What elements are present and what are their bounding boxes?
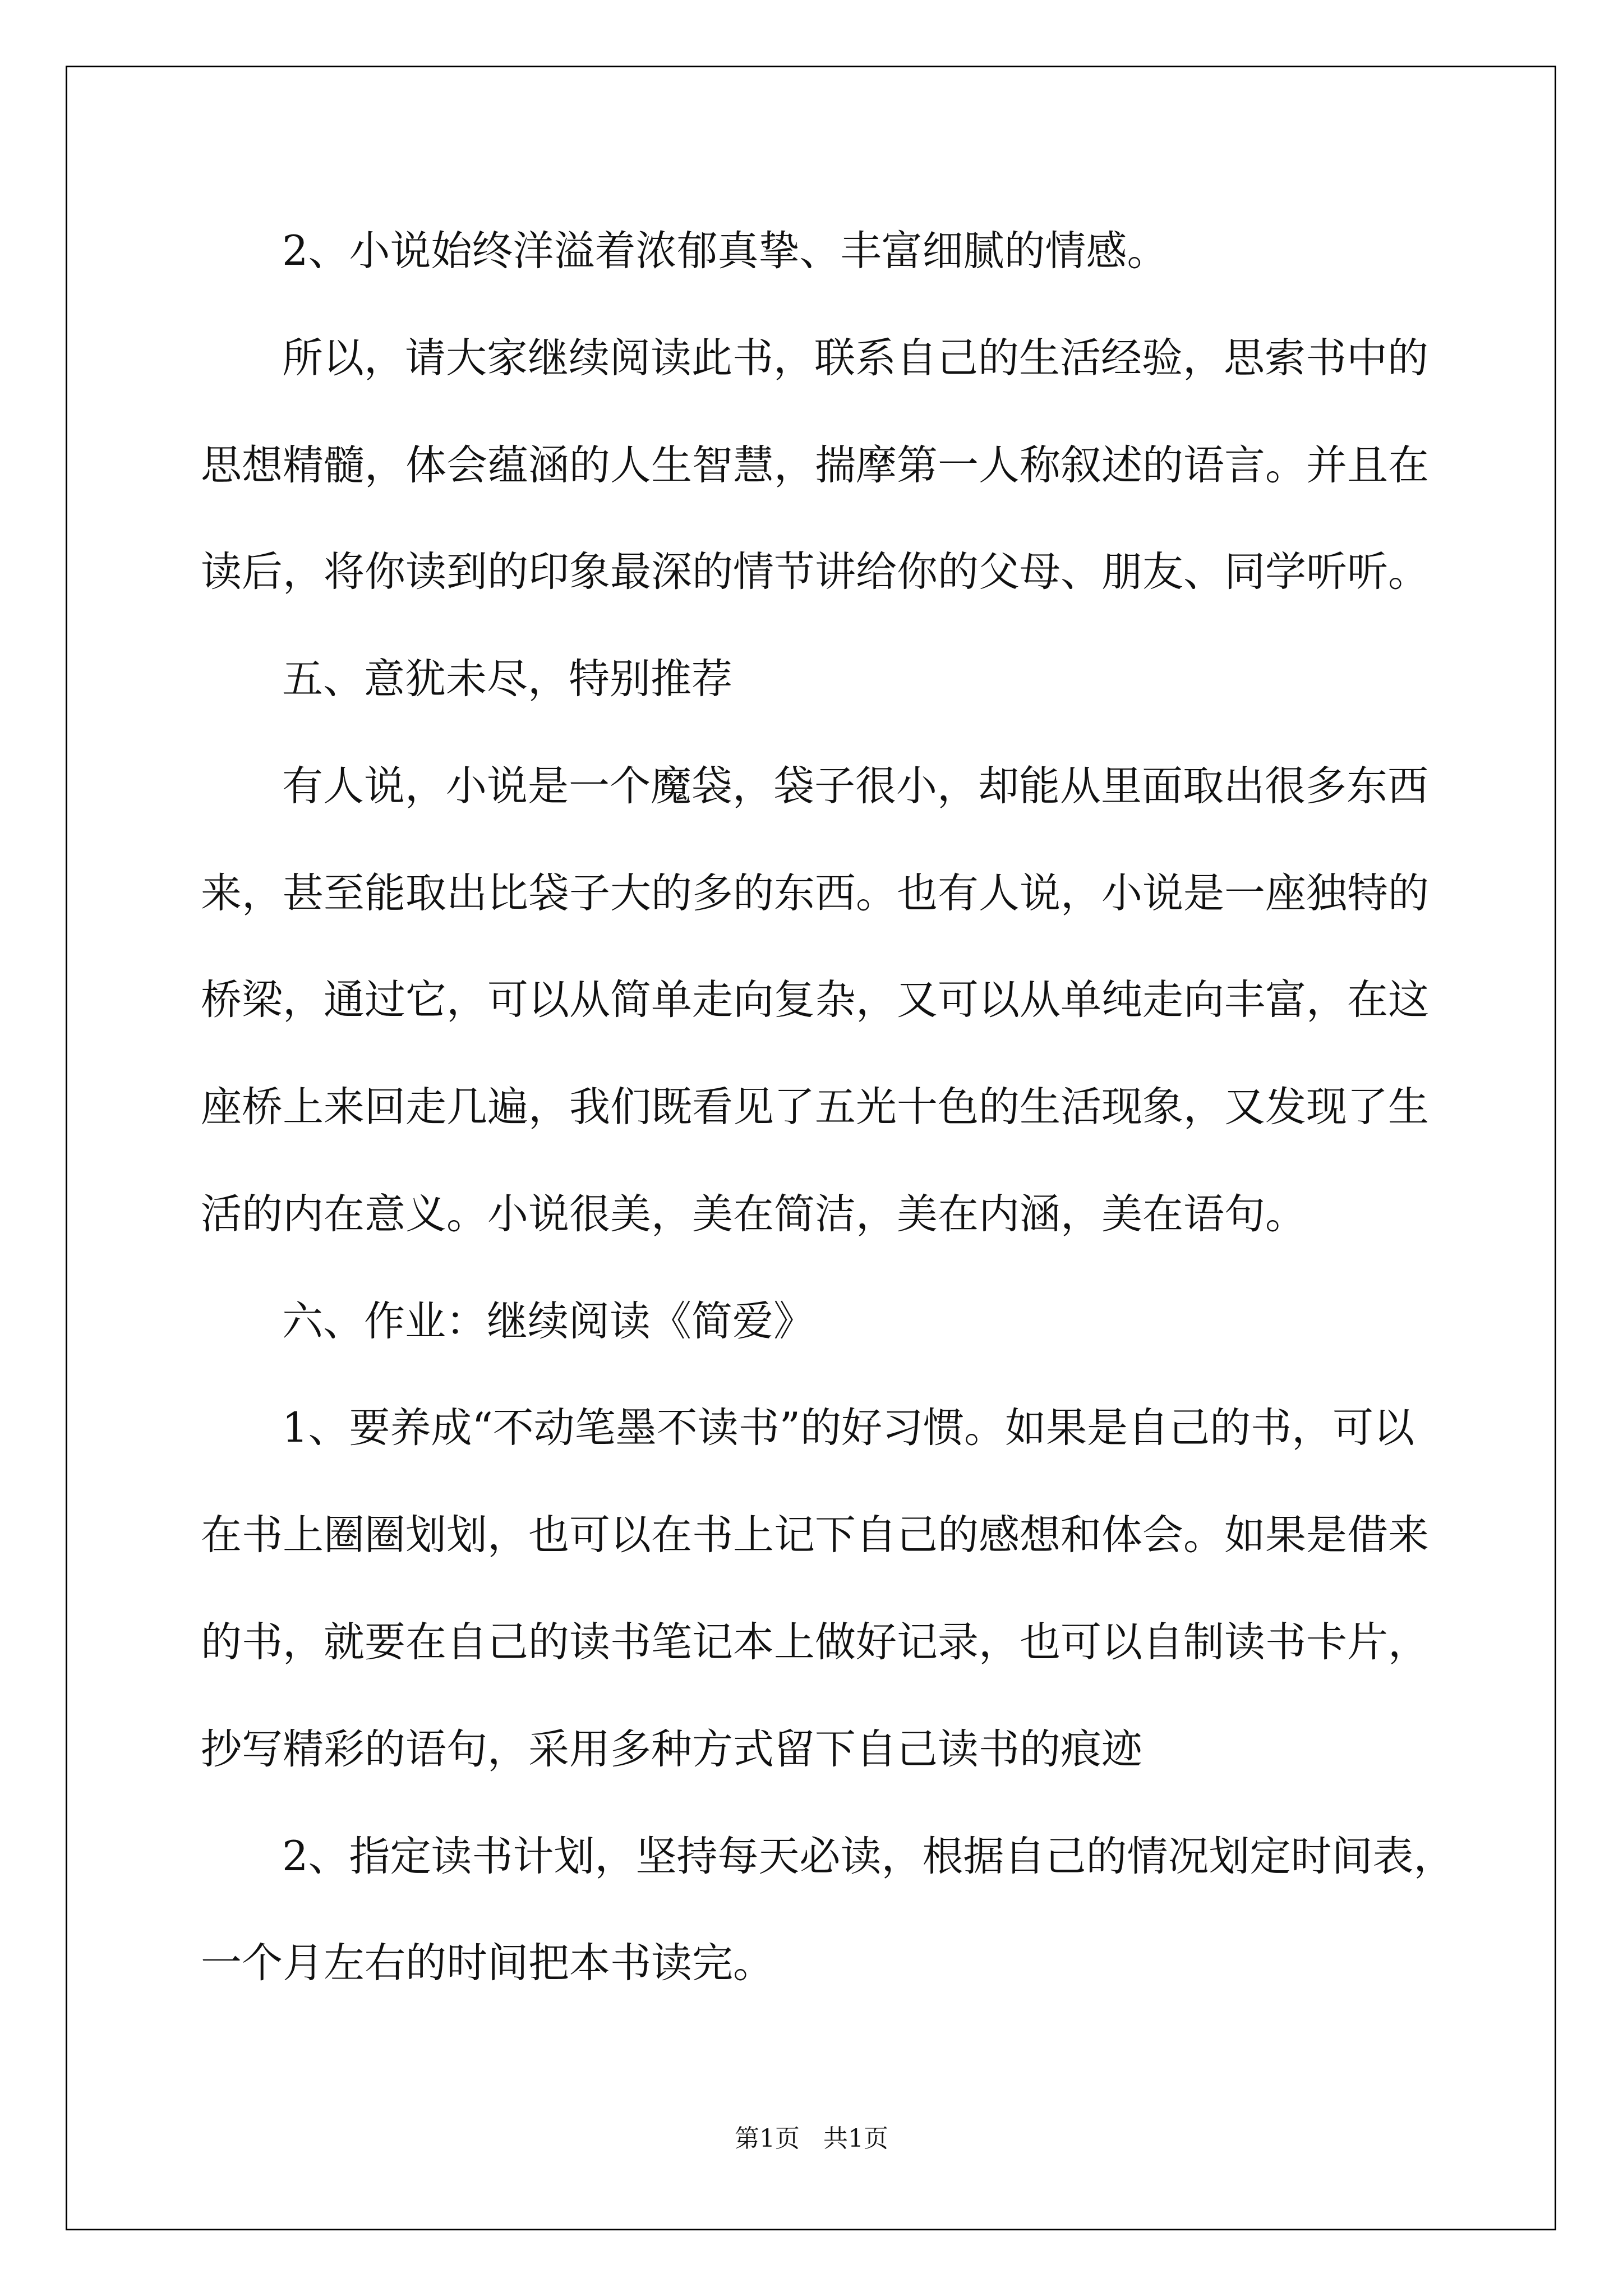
text-line: 桥梁，通过它，可以从简单走向复杂，又可以从单纯走向丰富，在这	[201, 976, 1429, 1024]
text-line: 一个月左右的时间把本书读完。	[201, 1939, 774, 1987]
text-line: 读后，将你读到的印象最深的情节讲给你的父母、朋友、同学听听。	[201, 548, 1429, 596]
text-line: 座桥上来回走几遍，我们既看见了五光十色的生活现象，又发现了生	[201, 1083, 1429, 1131]
page-border	[66, 66, 1556, 2230]
text-line: 思想精髓，体会蕴涵的人生智慧，揣摩第一人称叙述的语言。并且在	[201, 441, 1429, 489]
text-line: 2、指定读书计划，坚持每天必读，根据自己的情况划定时间表，	[282, 1833, 1455, 1880]
section-heading: 五、意犹未尽，特别推荐	[282, 655, 732, 703]
text-line: 所以，请大家继续阅读此书，联系自己的生活经验，思索书中的	[282, 334, 1428, 382]
text-line: 来，甚至能取出比袋子大的多的东西。也有人说，小说是一座独特的	[201, 869, 1429, 917]
page-footer: 第1页 共1页	[735, 2124, 888, 2153]
section-heading: 六、作业：继续阅读《简爱》	[282, 1297, 814, 1345]
text-line: 的书，就要在自己的读书笔记本上做好记录，也可以自制读书卡片，	[201, 1618, 1429, 1666]
text-line: 活的内在意义。小说很美，美在简洁，美在内涵，美在语句。	[201, 1190, 1306, 1238]
text-line: 在书上圈圈划划，也可以在书上记下自己的感想和体会。如果是借来	[201, 1511, 1429, 1559]
text-line: 1、要养成“不动笔墨不读书”的好习惯。如果是自己的书，可以	[282, 1404, 1415, 1452]
text-line: 有人说，小说是一个魔袋，袋子很小，却能从里面取出很多东西	[282, 762, 1428, 810]
text-line: 2、小说始终洋溢着浓郁真挚、丰富细腻的情感。	[282, 227, 1168, 275]
text-line: 抄写精彩的语句，采用多种方式留下自己读书的痕迹	[201, 1726, 1142, 1773]
